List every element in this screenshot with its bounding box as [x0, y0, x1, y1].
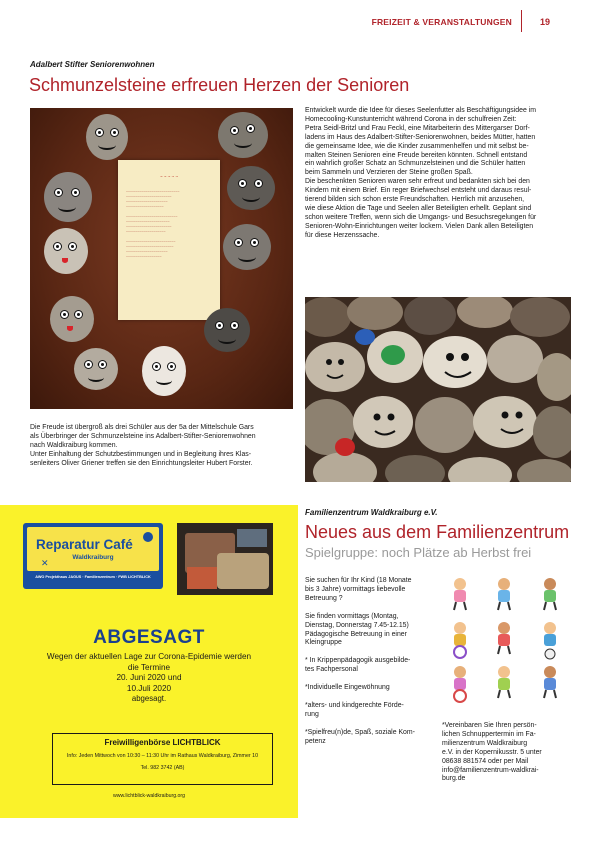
stones-pile-illustration: [305, 297, 571, 482]
stone-8: [204, 308, 250, 352]
article2-subhead: Spielgruppe: noch Plätze ab Herbst frei: [305, 545, 532, 560]
stone-5: [44, 228, 88, 274]
reparatur-cafe-logo: [23, 523, 163, 589]
section-title: FREIZEIT & VERANSTALTUNGEN: [371, 17, 512, 27]
repair-photo: [177, 523, 273, 595]
stones-letter-photo: [30, 108, 293, 409]
volunteer-box-title: Freiwilligenbörse LICHTBLICK: [104, 738, 221, 747]
letter-paper: ~ ~ ~ ~ ~ ~~~~~~~~~~~~~~~~~~~~~~~~~~~ ~~~~~~~~~~~~~~~~~~~~~~~ ~~~~~~~~~~~~~~~~~~~~~ ~~~~~~~~~~~~~~~~~~~ ~~~~~~~~~~~~~~~~~~~~~~~~~~ ~~~~~~~~~~~~~~~~~~~~~~ ~~~~~~~~~~~~~~~~~~~~~~~ ~~~~~~~~~~~~~~~~~~~~ ~~~~~~~~~~~~~~~~~~~~~~~~~ ~~~~~~~~~~~~~~~~~~~~~~~~ ~~~~~~~~~~~~~~~~~~~~~ ~~~~~~~~~~~~~~~~~~: [118, 160, 220, 320]
kid-icon: [544, 578, 556, 610]
header-divider: [521, 10, 522, 32]
logo-title: Reparatur Café: [36, 537, 133, 552]
kid-icon: [454, 666, 466, 702]
ad-website: www.lichtblick-waldkraiburg.org: [112, 793, 186, 799]
kid-icon: [454, 622, 466, 658]
stone-2: [218, 112, 268, 158]
kid-icon: [498, 622, 510, 654]
kids-illustrations: [442, 574, 574, 710]
kid-icon: [498, 578, 510, 610]
cancel-reason: Wegen der aktuellen Lage zur Corona-Epidemie werden die Termine 20. Juni 2020 und 10.Juli 2020 abgesagt.: [46, 652, 252, 703]
article2-headline: Neues aus dem Familienzentrum: [305, 522, 570, 542]
article2-kicker: Familienzentrum Waldkraiburg e.V.: [305, 508, 438, 517]
stone-9: [74, 348, 118, 390]
article1-right-text: Entwickelt wurde die Idee für dieses Seelenfutter als Beschäftigungsidee im Homecooling-Kunstunterricht während Corona in der schulfreien Zeit: Petra Seidl-Britzl und Frau Feckl, eine Mitarbeiterin des Mittergarser Dorf- ladens im Haus des Adalbert-Stifter-Seniorenwohnen, beides Mütter, hatten die gemeinsame Idee, wie die Kinder zusammenhelfen und mit selbst be- malten Steinen Senioren eine Freude bereiten könnten. Schnell entstand ein wahrlich großer Schatz an Schmunzelsteinen und die Schüler hatten beim Sammeln und Verzieren der Steine großen Spaß. Die beschenkten Senioren waren sehr erfreut und bedankten sich bei den Kindern mit einem Brief. Ein reger Briefwechsel entsteht und daraus resul- tierend bilden sich schon erste Freundschaften. Herrlich mit anzusehen, wie diese Aktion die Tage und Seelen aller Beteiligten erhellt. Geplant sind schon weitere Treffen, wenn sich die Umgangs- und Besuchsregelungen für Senioren-Wohn-Einrichtungen weiter lockern. Vielen Dank allen Beteiligten für diese Herzenssache.: [305, 107, 537, 239]
stone-4: [227, 166, 275, 210]
stone-10: [142, 346, 186, 396]
stone-7: [50, 296, 94, 342]
article1-kicker: Adalbert Stifter Seniorenwohnen: [30, 60, 155, 69]
article2-text-right: *Vereinbaren Sie Ihren persön- lichen Schnuppertermin im Fa- milienzentrum Waldkraiburg e.V. in der Kopernikusstr. 5 unter 08638 881574 oder per Mail info@familienzentrum-waldkrai- burg.de: [442, 722, 542, 783]
kid-icon: [498, 666, 510, 698]
stone-6: [223, 224, 271, 270]
reparatur-cafe-ad: [0, 505, 298, 818]
logo-footer: AWO Projekthaus JAGUS · Familienzentrum · FWB LICHTBLICK: [35, 575, 151, 579]
kid-icon: [544, 666, 556, 698]
article1-left-text: Die Freude ist übergroß als drei Schüler aus der 5a der Mittelschule Gars als Überbringer der Schmunzelsteine ins Adalbert-Stifter-Seniorenwohnen nach Waldkraiburg kommen. Unter Einhaltung der Schutzbestimmungen und in Begleitung ihres Klas- senleiters Oliver Griener treffen sie den Einrichtungsleiter Hubert Forster.: [30, 424, 256, 467]
kids-icons: [442, 574, 574, 710]
kid-icon: [454, 578, 466, 610]
kid-icon: [544, 622, 556, 659]
page-number: 19: [540, 17, 551, 27]
volunteer-box-phone: Tel. 982 3742 (AB): [140, 765, 185, 771]
volunteer-box-info: Info: Jeden Mittwoch von 10:30 – 11:30 Uhr im Rathaus Waldkraiburg, Zimmer 10: [66, 753, 259, 759]
logo-subtitle: Waldkraiburg: [72, 554, 114, 561]
article1-headline: Schmunzelsteine erfreuen Herzen der Senioren: [29, 75, 410, 95]
stones-pile-photo: [305, 297, 571, 482]
stone-3: [44, 172, 92, 222]
cafe-cup-icon: [143, 532, 153, 542]
stone-1: [86, 114, 128, 160]
tools-icon: ✕: [41, 558, 49, 568]
volunteer-exchange-box: [52, 733, 273, 785]
article2-text-left: Sie suchen für Ihr Kind (18 Monate bis 3 Jahre) vormittags liebevolle Betreuung ? Sie finden vormittags (Montag, Dienstag, Donnerstag 7.45-12.15) Pädagogische Betreuung in einer Kleingruppe * In Krippenpädagogik ausgebilde- tes Fachpersonal *Individuelle Eingewöhnung *alters- und kindgerechte Förde- rung *Spielfreu(n)de, Spaß, soziale Kom- petenz: [305, 577, 415, 745]
cancelled-title: ABGESAGT: [93, 627, 205, 648]
